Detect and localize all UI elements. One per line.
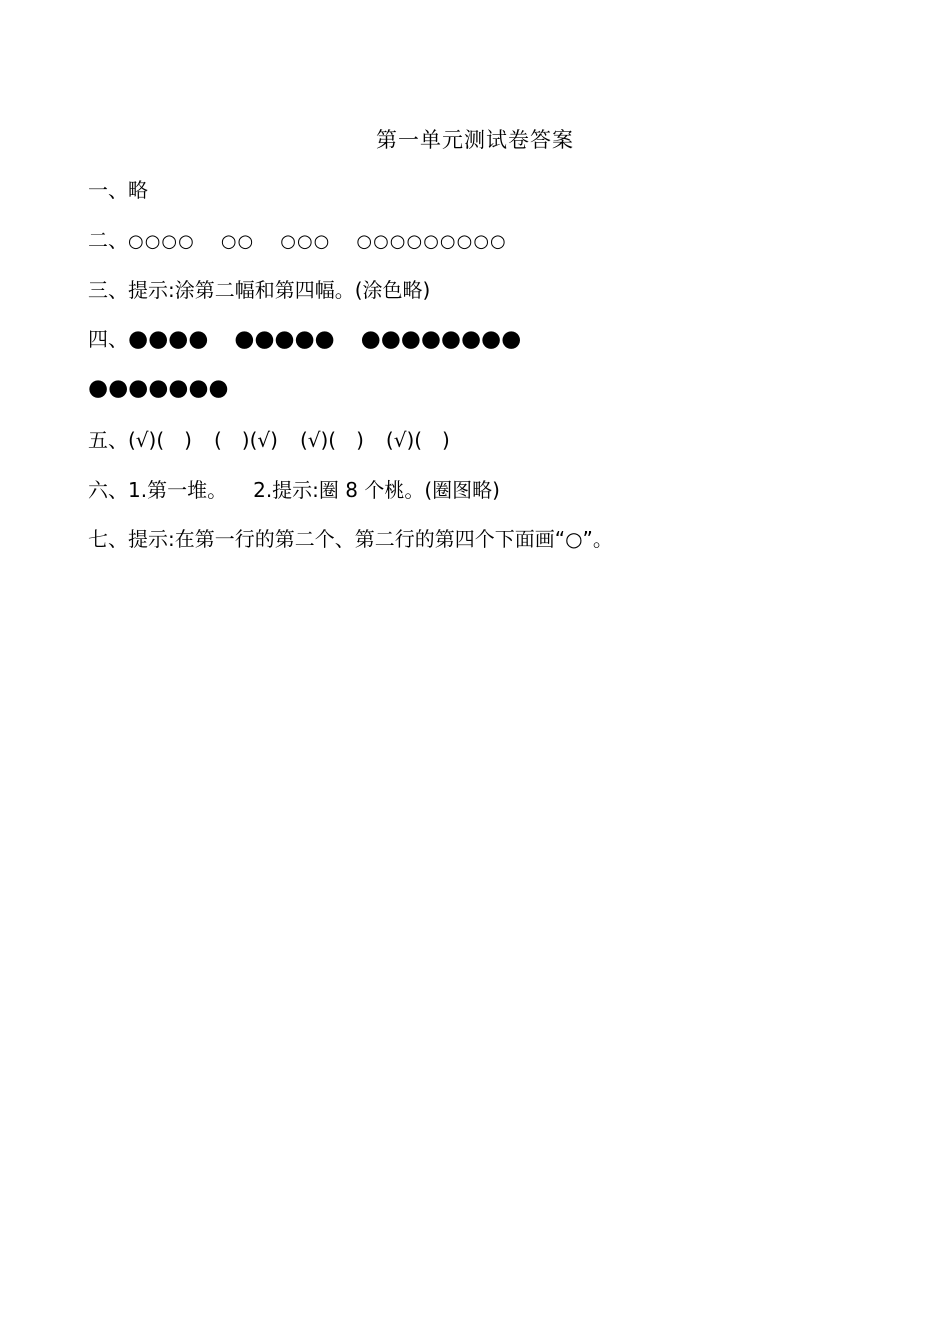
answer-6-part-2: 2.提示:圈 8 个桃。(圈图略)	[253, 478, 500, 502]
answer-3-label: 三、	[88, 278, 128, 302]
answer-2-group-3: ○○○	[280, 231, 331, 252]
answer-7-text: 提示:在第一行的第二个、第二行的第四个下面画“○”。	[128, 527, 613, 551]
answer-5-group-1: (√)( )	[128, 428, 192, 452]
answer-3	[88, 274, 430, 306]
answer-1-label: 一、	[88, 178, 128, 202]
answer-4	[88, 323, 521, 355]
answer-2-group-1: ○○○○	[128, 231, 195, 252]
page-title: 第一单元测试卷答案	[376, 128, 574, 152]
answer-1-text: 略	[128, 178, 148, 202]
answer-4-group-2: ●●●●●	[234, 326, 335, 352]
answer-4-second-line: ●●●●●●●	[88, 375, 229, 401]
answer-2-group-4: ○○○○○○○○○	[356, 231, 507, 252]
answer-5-group-3: (√)( )	[299, 428, 364, 452]
answer-4-continued	[88, 372, 228, 404]
answer-4-label: 四、	[88, 327, 128, 351]
answer-3-text: 提示:涂第二幅和第四幅。(涂色略)	[128, 278, 431, 302]
answer-6	[88, 474, 500, 506]
answer-2-label: 二、	[88, 228, 128, 252]
answer-7-label: 七、	[88, 527, 128, 551]
answer-2-group-2: ○○	[220, 231, 255, 252]
answer-7	[88, 523, 613, 555]
answer-2	[88, 224, 507, 258]
answer-5	[88, 424, 450, 456]
answer-1	[88, 174, 148, 206]
answer-5-group-4: (√)( )	[385, 428, 450, 452]
answer-4-group-1: ●●●●	[128, 326, 209, 352]
answer-5-label: 五、	[88, 428, 128, 452]
answer-6-label: 六、	[88, 478, 128, 502]
answer-6-part-1: 1.第一堆。	[128, 478, 228, 502]
answer-4-group-3: ●●●●●●●●	[360, 326, 522, 352]
answer-5-group-2: ( )(√)	[213, 428, 278, 452]
